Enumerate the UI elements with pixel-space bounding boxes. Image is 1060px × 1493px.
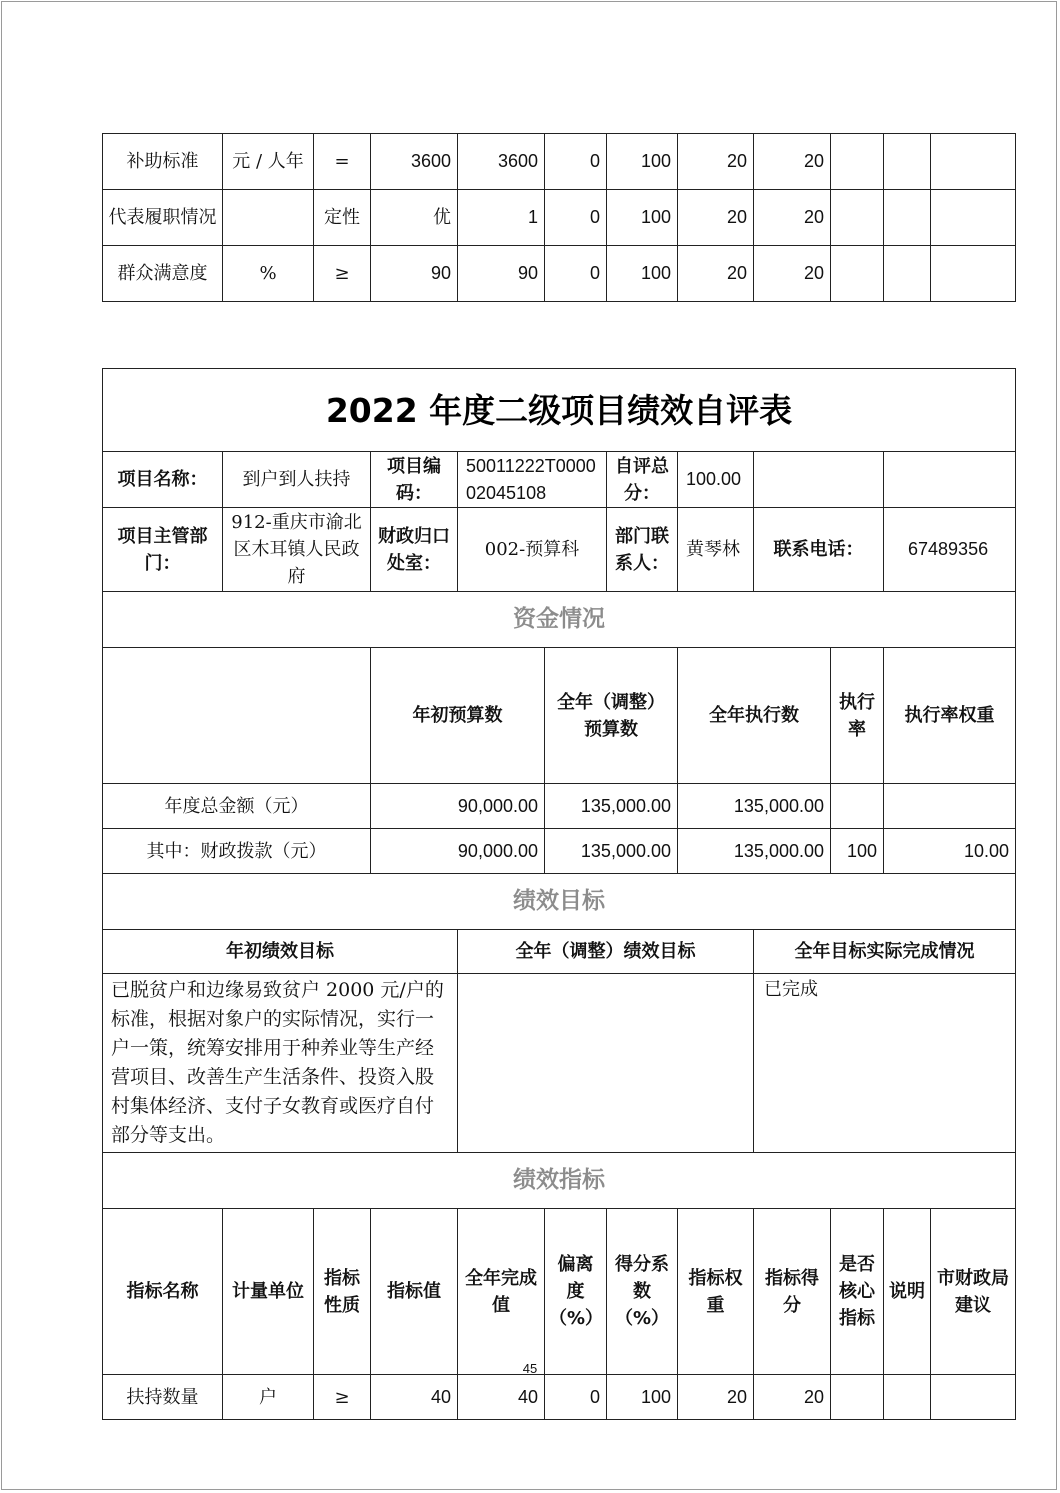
indicator-nature: 定性 bbox=[314, 190, 371, 246]
indicator-score: 20 bbox=[754, 190, 831, 246]
indicator-core bbox=[831, 246, 884, 302]
indicators-header-note: 说明 bbox=[884, 1209, 931, 1375]
indicators-header-unit: 计量单位 bbox=[223, 1209, 314, 1375]
indicator-deviation: 0 bbox=[545, 1375, 607, 1420]
indicators-section-title: 绩效指标 bbox=[103, 1153, 1016, 1209]
funds-adjusted: 135,000.00 bbox=[545, 829, 678, 874]
funds-header-executed: 全年执行数 bbox=[678, 648, 831, 784]
indicator-suggestion bbox=[931, 190, 1016, 246]
table-row bbox=[103, 246, 1016, 302]
goals-section-title: 绩效目标 bbox=[103, 874, 1016, 930]
funds-rate bbox=[831, 784, 884, 829]
indicator-unit: 户 bbox=[223, 1375, 314, 1420]
finance-office-label: 财政归口处室： bbox=[371, 508, 458, 592]
project-code-label: 项目编码： bbox=[371, 452, 458, 508]
goals-initial-text: 已脱贫户和边缘易致贫户 2000 元/户的标准，根据对象户的实际情况，实行一户一策，统筹安排用于种养业等生产经营项目、改善生产生活条件、投资入股村集体经济、支付子女教育或医疗自付部分等支出。 bbox=[103, 974, 458, 1153]
table-row bbox=[103, 829, 1016, 874]
indicator-target: 3600 bbox=[371, 134, 458, 190]
indicator-suggestion bbox=[931, 246, 1016, 302]
funds-header-weight: 执行率权重 bbox=[884, 648, 1016, 784]
indicators-header-target: 指标值 bbox=[371, 1209, 458, 1375]
table-row bbox=[103, 134, 1016, 190]
indicator-score: 20 bbox=[754, 246, 831, 302]
funds-initial: 90,000.00 bbox=[371, 829, 545, 874]
indicator-actual: 90 bbox=[458, 246, 545, 302]
indicator-deviation: 0 bbox=[545, 134, 607, 190]
indicator-nature: = bbox=[314, 134, 371, 190]
funds-adjusted: 135,000.00 bbox=[545, 784, 678, 829]
indicators-header-weight: 指标权重 bbox=[678, 1209, 754, 1375]
indicator-unit: % bbox=[223, 246, 314, 302]
indicator-name: 代表履职情况 bbox=[103, 190, 223, 246]
indicator-deviation: 0 bbox=[545, 246, 607, 302]
indicator-nature: ≥ bbox=[314, 246, 371, 302]
funds-header-rate: 执行率 bbox=[831, 648, 884, 784]
indicator-suggestion bbox=[931, 134, 1016, 190]
indicators-header-name: 指标名称 bbox=[103, 1209, 223, 1375]
finance-office: 002-预算科 bbox=[458, 508, 607, 592]
indicator-core bbox=[831, 190, 884, 246]
indicator-nature: ≥ bbox=[314, 1375, 371, 1420]
indicator-score: 20 bbox=[754, 134, 831, 190]
funds-executed: 135,000.00 bbox=[678, 829, 831, 874]
goals-adjusted-text bbox=[458, 974, 754, 1153]
self-score: 100.00 bbox=[678, 452, 754, 508]
indicator-note bbox=[884, 134, 931, 190]
contact-label: 部门联系人： bbox=[607, 508, 678, 592]
indicator-weight: 20 bbox=[678, 246, 754, 302]
indicator-target: 90 bbox=[371, 246, 458, 302]
indicator-note bbox=[884, 1375, 931, 1420]
indicator-unit: 元 / 人年 bbox=[223, 134, 314, 190]
indicators-header-nature: 指标性质 bbox=[314, 1209, 371, 1375]
funds-initial: 90,000.00 bbox=[371, 784, 545, 829]
indicator-weight: 20 bbox=[678, 1375, 754, 1420]
self-evaluation-form bbox=[102, 368, 1016, 1420]
goals-actual-text: 已完成 bbox=[754, 974, 1016, 1153]
contact: 黄琴林 bbox=[678, 508, 754, 592]
dept: 912-重庆市渝北区木耳镇人民政府 bbox=[223, 508, 371, 592]
indicator-target: 40 bbox=[371, 1375, 458, 1420]
project-code: 50011222T000002045108 bbox=[458, 452, 607, 508]
page-number: 45 bbox=[522, 1361, 538, 1376]
indicator-weight: 20 bbox=[678, 134, 754, 190]
indicator-suggestion bbox=[931, 1375, 1016, 1420]
funds-weight: 10.00 bbox=[884, 829, 1016, 874]
empty-cell bbox=[103, 648, 371, 784]
indicators-header-suggestion: 市财政局建议 bbox=[931, 1209, 1016, 1375]
funds-executed: 135,000.00 bbox=[678, 784, 831, 829]
funds-header-initial: 年初预算数 bbox=[371, 648, 545, 784]
funds-weight bbox=[884, 784, 1016, 829]
indicator-actual: 40 bbox=[458, 1375, 545, 1420]
indicator-note bbox=[884, 246, 931, 302]
phone: 67489356 bbox=[884, 508, 1016, 592]
indicators-header-deviation: 偏离度（%） bbox=[545, 1209, 607, 1375]
indicators-header-coef: 得分系数（%） bbox=[607, 1209, 678, 1375]
indicator-core bbox=[831, 1375, 884, 1420]
indicator-coef: 100 bbox=[607, 190, 678, 246]
funds-row-label: 年度总金额（元） bbox=[103, 784, 371, 829]
indicators-header-score: 指标得分 bbox=[754, 1209, 831, 1375]
indicator-target: 优 bbox=[371, 190, 458, 246]
indicator-deviation: 0 bbox=[545, 190, 607, 246]
indicator-continuation-table bbox=[102, 133, 1016, 302]
empty-cell bbox=[884, 452, 1016, 508]
indicator-core bbox=[831, 134, 884, 190]
indicator-name: 补助标准 bbox=[103, 134, 223, 190]
form-title: 2022 年度二级项目绩效自评表 bbox=[103, 369, 1016, 452]
indicator-name: 扶持数量 bbox=[103, 1375, 223, 1420]
indicator-weight: 20 bbox=[678, 190, 754, 246]
indicator-coef: 100 bbox=[607, 246, 678, 302]
indicator-coef: 100 bbox=[607, 1375, 678, 1420]
goals-header-actual: 全年目标实际完成情况 bbox=[754, 930, 1016, 974]
project-name: 到户到人扶持 bbox=[223, 452, 371, 508]
project-name-label: 项目名称： bbox=[103, 452, 223, 508]
indicators-header-core: 是否核心指标 bbox=[831, 1209, 884, 1375]
table-row bbox=[103, 190, 1016, 246]
indicator-name: 群众满意度 bbox=[103, 246, 223, 302]
funds-header-adjusted: 全年（调整）预算数 bbox=[545, 648, 678, 784]
goals-header-adjusted: 全年（调整）绩效目标 bbox=[458, 930, 754, 974]
self-score-label: 自评总分： bbox=[607, 452, 678, 508]
funds-section-title: 资金情况 bbox=[103, 592, 1016, 648]
indicator-score: 20 bbox=[754, 1375, 831, 1420]
indicator-coef: 100 bbox=[607, 134, 678, 190]
empty-cell bbox=[754, 452, 884, 508]
indicators-header-actual: 全年完成值 bbox=[458, 1209, 545, 1375]
funds-row-label: 其中：财政拨款（元） bbox=[103, 829, 371, 874]
table-row bbox=[103, 1375, 1016, 1420]
dept-label: 项目主管部门： bbox=[103, 508, 223, 592]
phone-label: 联系电话： bbox=[754, 508, 884, 592]
goals-header-initial: 年初绩效目标 bbox=[103, 930, 458, 974]
indicator-actual: 3600 bbox=[458, 134, 545, 190]
indicator-unit bbox=[223, 190, 314, 246]
indicator-note bbox=[884, 190, 931, 246]
funds-rate: 100 bbox=[831, 829, 884, 874]
indicator-actual: 1 bbox=[458, 190, 545, 246]
table-row bbox=[103, 784, 1016, 829]
